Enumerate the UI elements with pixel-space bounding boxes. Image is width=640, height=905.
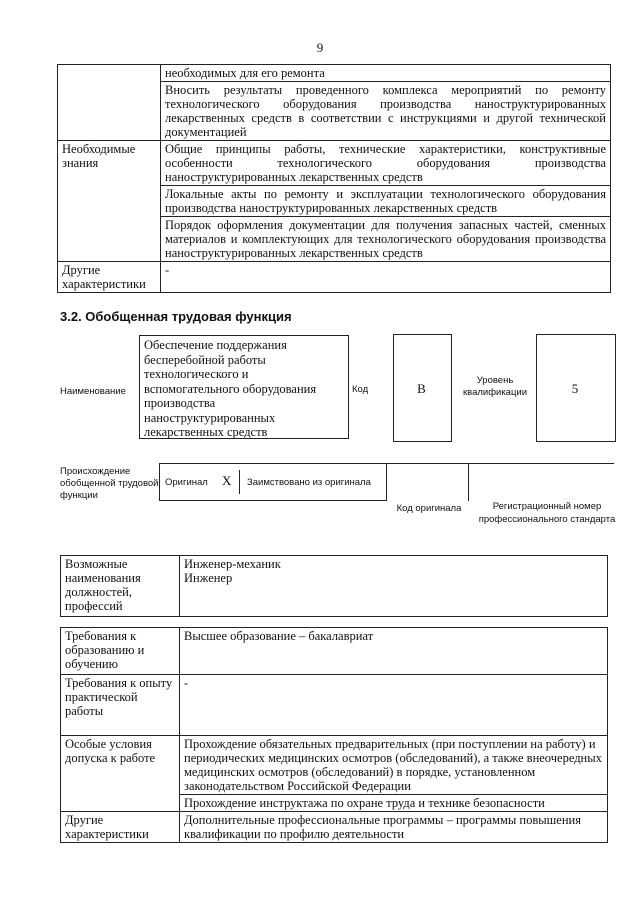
origin-label: Происхождение обобщенной трудовой функции [60,466,159,501]
table-row [58,262,611,293]
table-cell-label [58,65,161,141]
level-value: 5 [571,381,579,396]
knowledge-table [57,64,611,293]
table-row [61,736,608,812]
original-label: Оригинал [165,477,208,488]
admission-cell [180,736,608,812]
positions-cell [180,556,608,617]
admission-label: Особые условия допуска к работе [61,736,180,812]
positions-table [60,555,608,617]
name-label: Наименование [60,386,126,397]
admission-value: Прохождение обязательных предварительных (при поступлении на работу) и периодических медицинских осмотров (обследований), а также внеочередных медицинских осмотров (обследований) в порядке, установленном законодательством Российской Федерации [180,736,607,795]
table-cell: Локальные акты по ремонту и эксплуатации технологического оборудования производства наноструктурированных лекарственных средств [161,186,611,217]
table-cell: Порядок оформления документации для получения запасных частей, сменных материалов и комплектующих для технологического оборудования производства наноструктурированных лекарственных средств [161,217,611,262]
table-row [58,141,611,186]
table-cell: Общие принципы работы, технические характеристики, конструктивные особенности технологического оборудования производства наноструктурированных лекарственных средств [161,141,611,186]
table-row [61,628,608,675]
requirements-table [60,627,608,843]
borrowed-label: Заимствовано из оригинала [247,477,371,488]
table-row [61,675,608,736]
level-label: Уровень квалификации [462,375,528,398]
section-title: 3.2. Обобщенная трудовая функция [60,309,292,324]
code-value: B [417,381,426,396]
gtf-name-value: Обеспечение поддержания бесперебойной работы технологического и вспомогательного оборудования производства наноструктурированных лекарственных средств [139,335,349,439]
positions-label: Возможные наименования должностей, профессий [61,556,180,617]
divider [469,463,614,465]
position-item: Инженер [184,571,233,585]
table-row [61,556,608,617]
experience-label: Требования к опыту практической работы [61,675,180,736]
code-original-cell [387,463,469,501]
code-label: Код [352,384,369,395]
other-value: Дополнительные профессиональные программы – программы повышения квалификации по профилю деятельности [180,812,608,843]
education-label: Требования к образованию и обучению [61,628,180,675]
education-value: Высшее образование – бакалавриат [180,628,608,675]
table-cell: Вносить результаты проведенного комплекса мероприятий по ремонту технологического оборудования производства наноструктурированных лекарственных средств в соответствии с инструкциями и другой технической документацией [161,82,611,141]
other-label: Другие характеристики [61,812,180,843]
table-row [61,812,608,843]
original-mark: X [222,473,232,488]
experience-value: - [180,675,608,736]
table-row [58,65,611,82]
reg-number-caption: Регистрационный номер профессионального стандарта [478,501,616,525]
position-item: Инженер-механик [184,557,281,571]
table-cell: - [161,262,611,293]
page-number: 9 [316,40,324,55]
table-cell-label: Необходимые знания [58,141,161,262]
divider [239,470,240,494]
admission-value-2: Прохождение инструктажа по охране труда и технике безопасности [184,796,545,810]
table-cell: необходимых для его ремонта [161,65,611,82]
table-cell-label: Другие характеристики [58,262,161,293]
code-original-caption: Код оригинала [396,503,462,514]
